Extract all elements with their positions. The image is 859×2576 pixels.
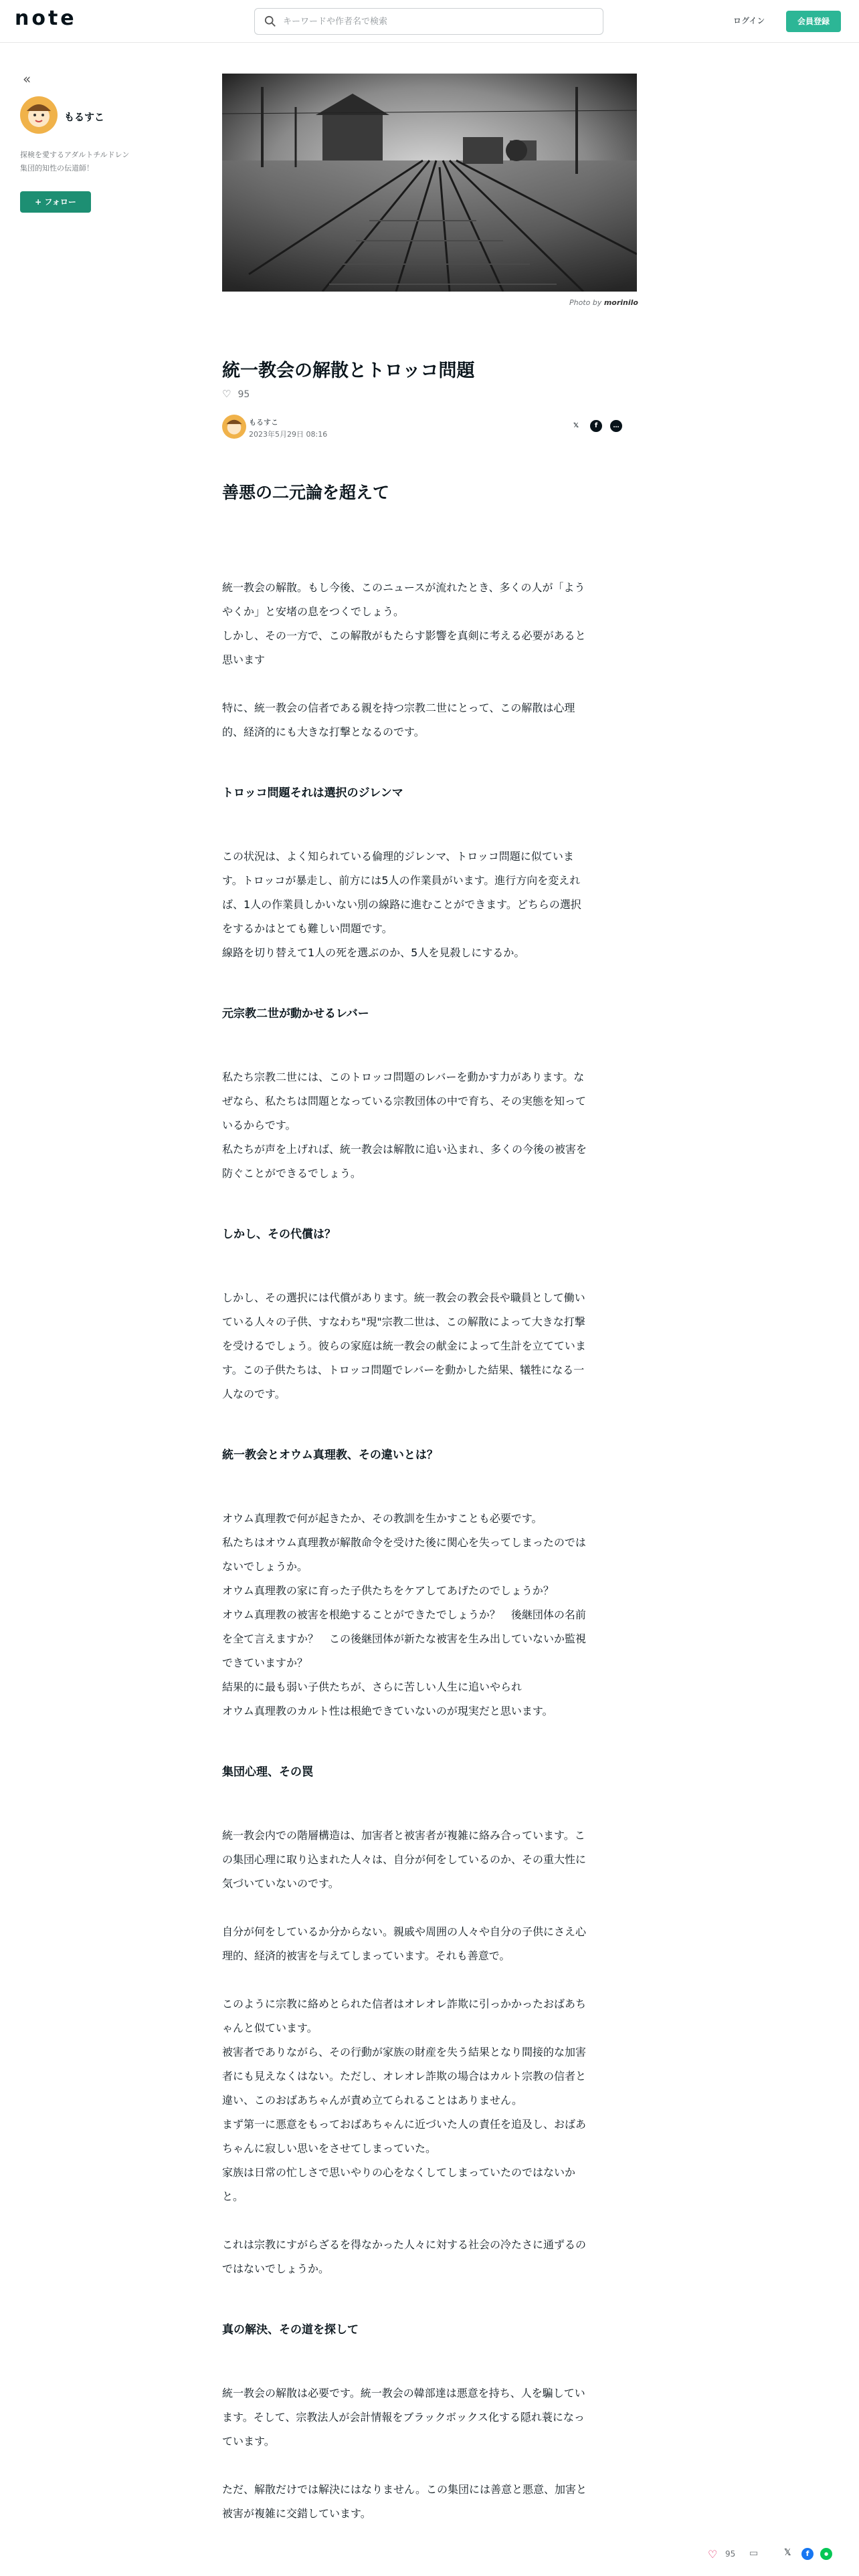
signup-button[interactable]: 会員登録 (786, 11, 841, 32)
bio-line: 集団的知性の伝道師！ (20, 164, 94, 173)
follow-label: フォロー (44, 197, 76, 207)
paragraph-line: 被害が複雑に交錯しています。 (222, 2507, 371, 2520)
paragraph-line: ないでしょうか。 (222, 1560, 308, 1573)
paragraph-line: 者にも見えなくはない。ただし、オレオレ詐欺の場合はカルト宗教の信者と (222, 2070, 587, 2082)
like-row[interactable] (222, 388, 250, 400)
paragraph-line: これは宗教にすがらざるを得なかった人々に対する社会の冷たさに通ずるの (222, 2238, 587, 2251)
x-share-icon[interactable]: 𝕏 (573, 422, 579, 429)
paragraph-line: 理的、経済的被害を与えてしまっています。それも善意で。 (222, 1949, 510, 1962)
paragraph-line: いるからです。 (222, 1119, 296, 1132)
credit-name[interactable]: morinilo (603, 298, 638, 307)
paragraph-line: 自分が何をしているか分からない。親戚や周囲の人々や自分の子供にさえ心 (222, 1925, 587, 1938)
paragraph-line: 気づいていないのです。 (222, 1877, 339, 1890)
bio-line: 探検を愛するアダルトチルドレン (20, 150, 130, 159)
paragraph-line: 私たちが声を上げれば、統一教会は解散に追い込まれ、多くの今後の被害を (222, 1143, 587, 1156)
paragraph-line: オウム真理教の家に育った子供たちをケアしてあげたのでしょうか？ (222, 1584, 554, 1597)
paragraph-line: ちゃんに寂しい思いをさせてしまっていた。 (222, 2142, 437, 2155)
paragraph-line: をするかはとても難しい問題です。 (222, 922, 393, 935)
hero-image (222, 74, 637, 292)
paragraph-line: 防ぐことができるでしょう。 (222, 1167, 361, 1180)
section-heading: 真の解決、その道を探して (222, 2323, 359, 2337)
paragraph-line: を受けるでしょう。彼らの家庭は統一教会の献金によって生計を立てていま (222, 1339, 586, 1352)
paragraph-line: ています。 (222, 2435, 275, 2448)
article-body (222, 481, 638, 2526)
paragraph-line: 被害者でありながら、その行動が家族の財産を失う結果となり間接的な加害 (222, 2046, 587, 2058)
paragraph-line: できていますか？ (222, 1656, 308, 1669)
x-share-icon[interactable]: 𝕏 (784, 2548, 791, 2558)
paragraph-line: 統一教会の解散。もし今後、このニュースが流れたとき、多くの人が「よう (222, 581, 585, 594)
top-header (0, 0, 859, 43)
collapse-sidebar-icon[interactable]: « (23, 71, 31, 87)
byline-author[interactable]: もるすこ (249, 418, 278, 427)
author-bio (20, 148, 161, 175)
search-icon (264, 15, 276, 27)
comment-icon[interactable]: ▭ (749, 2548, 759, 2559)
byline-date: 2023年5月29日 08:16 (249, 430, 328, 439)
like-count: 95 (237, 389, 250, 400)
paragraph-line: オウム真理教のカルト性は根絶できていないのが現実だと思います。 (222, 1705, 553, 1717)
paragraph-line: しかし、その一方で、この解散がもたらす影響を真剣に考える必要があると (222, 629, 586, 642)
author-avatar[interactable] (20, 96, 58, 134)
facebook-share-icon[interactable]: f (590, 420, 602, 432)
article-title: 統一教会の解散とトロッコ問題 (222, 360, 475, 381)
paragraph-line: ゃんと似ています。 (222, 2022, 318, 2034)
line-share-icon[interactable]: ● (820, 2548, 832, 2560)
paragraph-line: 的、経済的にも大きな打撃となるのです。 (222, 726, 425, 738)
paragraph-line: 私たちはオウム真理教が解散命令を受けた後に関心を失ってしまったのでは (222, 1536, 586, 1549)
paragraph-line: ぜなら、私たちは問題となっている宗教団体の中で育ち、その実態を知って (222, 1095, 587, 1107)
paragraph-line: 違い、このおばあちゃんが責め立てられることはありません。 (222, 2094, 522, 2107)
section-heading: 善悪の二元論を超えて (222, 483, 390, 502)
search-box[interactable] (254, 8, 603, 35)
search-input[interactable] (283, 14, 591, 29)
paragraph-line: と。 (222, 2190, 244, 2203)
line-share-icon[interactable]: … (610, 420, 622, 432)
paragraph-line: このように宗教に絡めとられた信者はオレオレ詐欺に引っかかったおばあち (222, 1998, 587, 2010)
note-logo[interactable]: note (15, 7, 77, 30)
bottom-like-count: 95 (725, 2549, 736, 2559)
paragraph-line: 思います (222, 653, 266, 666)
paragraph-line: 統一教会内での階層構造は、加害者と被害者が複雑に絡み合っています。こ (222, 1829, 585, 1842)
paragraph-line: 特に、統一教会の信者である親を持つ宗教二世にとって、この解散は心理 (222, 702, 575, 714)
section-heading: 統一教会とオウム真理教、その違いとは？ (222, 1448, 438, 1462)
bottom-action-bar (696, 2541, 856, 2568)
paragraph-line: まず第一に悪意をもっておばあちゃんに近づいた人の責任を追及し、おばあ (222, 2118, 587, 2131)
paragraph-line: ではないでしょうか。 (222, 2262, 330, 2275)
section-heading: トロッコ問題それは選択のジレンマ (222, 786, 403, 800)
paragraph-line: やくか」と安堵の息をつくでしょう。 (222, 605, 405, 618)
paragraph-line: この状況は、よく知られている倫理的ジレンマ、トロッコ問題に似ていま (222, 850, 574, 863)
author-name[interactable]: もるすこ (64, 111, 105, 123)
paragraph-line: を全て言えますか？ この後継団体が新たな被害を生み出していないか監視 (222, 1632, 587, 1645)
section-heading: しかし、その代償は？ (222, 1228, 336, 1241)
paragraph-line: 統一教会の解散は必要です。統一教会の韓部達は悪意を持ち、人を騙してい (222, 2387, 585, 2399)
paragraph-line: オウム真理教の被害を根絶することができたでしょうか？ 後継団体の名前 (222, 1608, 586, 1621)
facebook-share-icon[interactable]: f (801, 2548, 814, 2560)
paragraph-line: 私たち宗教二世には、このトロッコ問題のレバーを動かす力があります。な (222, 1071, 585, 1083)
paragraph-line: 家族は日常の忙しさで思いやりの心をなくしてしまっていたのではないか (222, 2166, 576, 2179)
paragraph-line: ただ、解散だけでは解決にはなりません。この集団には善意と悪意、加害と (222, 2483, 587, 2496)
heart-icon[interactable]: ♡ (222, 388, 231, 400)
section-heading: 集団心理、その罠 (222, 1765, 313, 1779)
follow-button[interactable] (20, 191, 91, 213)
login-link[interactable]: ログイン (733, 16, 765, 25)
paragraph-line: す。この子供たちは、トロッコ問題でレバーを動かした結果、犠牲になる一 (222, 1364, 585, 1376)
paragraph-line: 線路を切り替えて1人の死を選ぶのか、5人を見殺しにするか。 (222, 946, 525, 959)
byline-avatar[interactable] (222, 415, 246, 439)
paragraph-line: す。トロッコが暴走し、前方には5人の作業員がいます。進行方向を変えれ (222, 874, 581, 887)
heart-icon[interactable]: ♡ (708, 2548, 718, 2561)
paragraph-line: オウム真理教で何が起きたか、その教訓を生かすことも必要です。 (222, 1512, 543, 1525)
photo-credit (468, 298, 638, 307)
paragraph-line: ます。そして、宗教法人が会計情報をブラックボックス化する隠れ蓑になっ (222, 2411, 585, 2424)
byline (222, 415, 637, 441)
paragraph-line: 結果的に最も弱い子供たちが、さらに苦しい人生に追いやられ (222, 1681, 522, 1693)
section-heading: 元宗教二世が動かせるレバー (222, 1007, 369, 1021)
paragraph-line: しかし、その選択には代償があります。統一教会の教会長や職員として働い (222, 1291, 585, 1304)
paragraph-line: の集団心理に取り込まれた人々は、自分が何をしているのか、その重大性に (222, 1853, 587, 1866)
paragraph-line: ている人々の子供、すなわち"現"宗教二世は、この解散によって大きな打撃 (222, 1315, 585, 1328)
add-user-icon: + (35, 197, 42, 207)
credit-prefix: Photo by (569, 298, 602, 307)
paragraph-line: 人なのです。 (222, 1388, 286, 1400)
paragraph-line: ば、1人の作業員しかいない別の線路に進むことができます。どちらの選択 (222, 898, 581, 911)
